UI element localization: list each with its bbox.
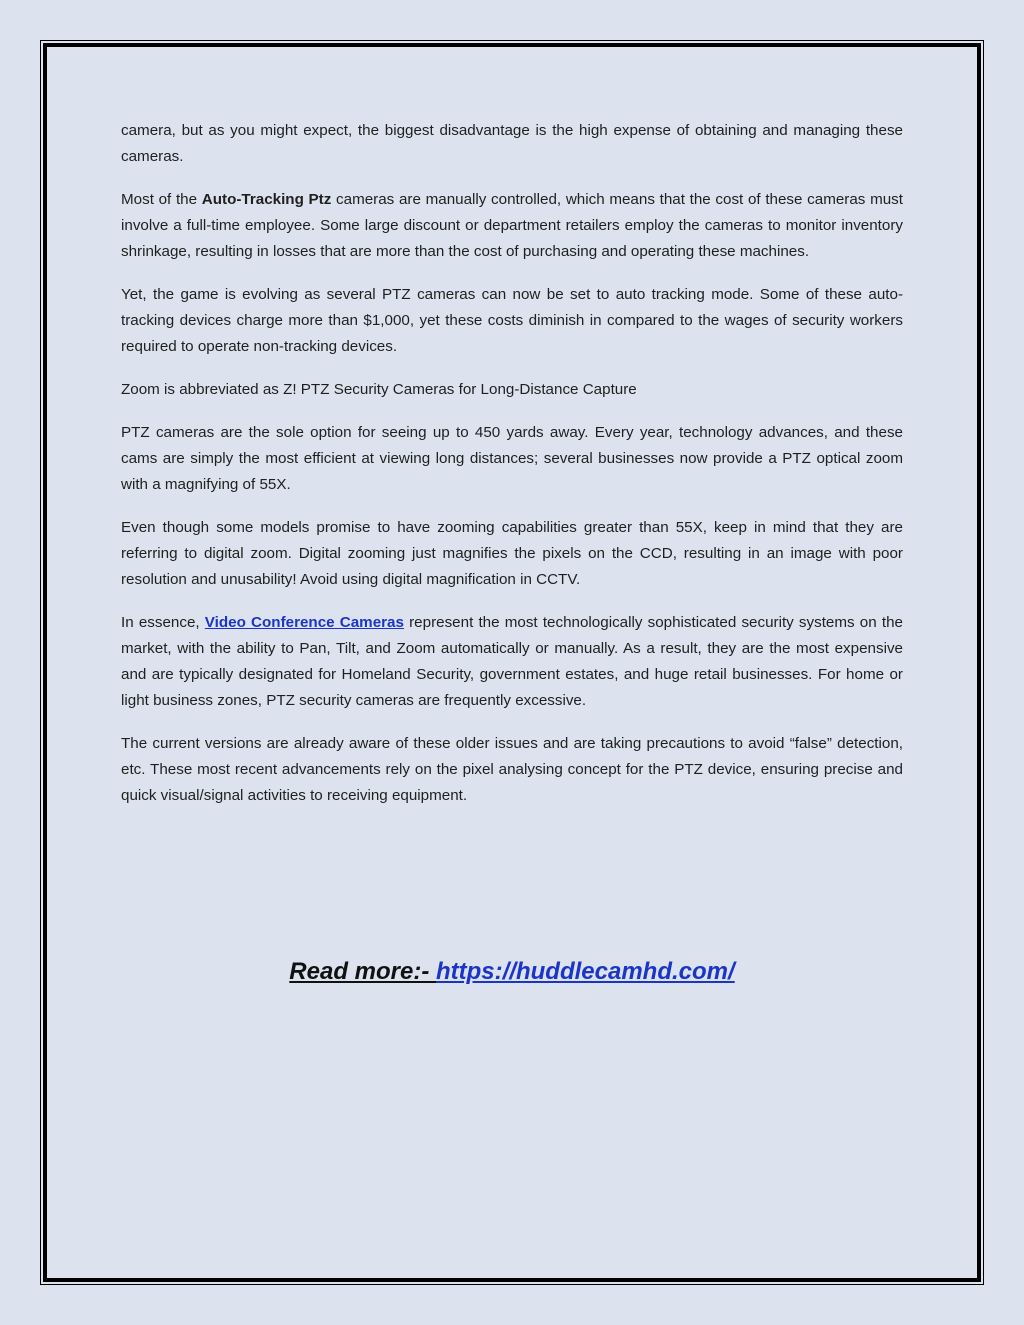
paragraph-2 [121, 187, 903, 265]
document-body [121, 118, 903, 826]
paragraph-3 [121, 282, 903, 360]
paragraph-8 [121, 731, 903, 809]
paragraph-4-text: Zoom is abbreviated as Z! PTZ Security Cameras for Long-Distance Capture [121, 381, 637, 398]
paragraph-1-text: camera, but as you might expect, the biggest disadvantage is the high expense of obtaining and managing these cameras. [121, 122, 903, 165]
read-more-url-link[interactable]: https://huddlecamhd.com/ [436, 958, 735, 985]
paragraph-3-text: Yet, the game is evolving as several PTZ cameras can now be set to auto tracking mode. Some of these auto-tracking devices charge more than $1,000, yet these costs diminish in compared to the wages of security workers required to operate non-tracking devices. [121, 286, 903, 355]
paragraph-7 [121, 610, 903, 714]
paragraph-2-before: Most of the [121, 191, 202, 208]
paragraph-4 [121, 377, 903, 403]
paragraph-5-text: PTZ cameras are the sole option for seeing up to 450 yards away. Every year, technology advances, and these cams are simply the most efficient at viewing long distances; several businesses now provide a PTZ optical zoom with a magnifying of 55X. [121, 424, 903, 493]
paragraph-8-text: The current versions are already aware of these older issues and are taking precautions to avoid “false” detection, etc. These most recent advancements rely on the pixel analysing concept for the PTZ device, ensuring precise and quick visual/signal activities to receiving equipment. [121, 735, 903, 804]
paragraph-2-after: cameras are manually controlled, which means that the cost of these cameras must involve a full-time employee. Some large discount or department retailers employ the cameras to monitor inventory shrinkage, resulting in losses that are more than the cost of purchasing and operating these machines. [121, 191, 903, 260]
read-more-line [0, 958, 1024, 986]
paragraph-1 [121, 118, 903, 170]
auto-tracking-ptz-bold-text: Auto-Tracking Ptz [201, 191, 332, 208]
paragraph-5 [121, 420, 903, 498]
paragraph-6 [121, 515, 903, 593]
paragraph-6-text: Even though some models promise to have zooming capabilities greater than 55X, keep in mind that they are referring to digital zoom. Digital zooming just magnifies the pixels on the CCD, resulting in an image with poor resolution and unusability! Avoid using digital magnification in CCTV. [121, 519, 903, 588]
paragraph-7-after: represent the most technologically sophisticated security systems on the market, with the ability to Pan, Tilt, and Zoom automatically or manually. As a result, they are the most expensive and are typically designated for Homeland Security, government estates, and huge retail businesses. For home or light business zones, PTZ security cameras are frequently excessive. [121, 614, 903, 709]
read-more-label: Read more:- [289, 958, 436, 985]
video-conference-cameras-link[interactable]: Video Conference Cameras [204, 614, 404, 631]
paragraph-7-before: In essence, [121, 614, 205, 631]
